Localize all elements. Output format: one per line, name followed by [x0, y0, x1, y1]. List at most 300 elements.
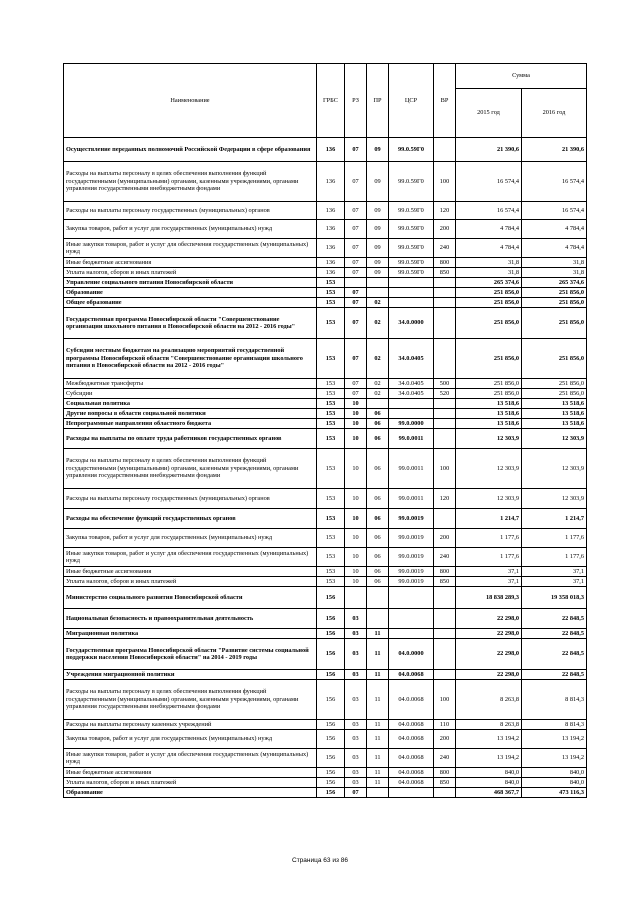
table-row [64, 567, 587, 577]
cell-s2015: 18 838 289,3 [456, 587, 522, 609]
cell-grbs: 153 [317, 288, 345, 298]
cell-csr: 04.0.0068 [389, 778, 434, 788]
cell-s2016: 22 848,5 [522, 629, 587, 639]
table-row [64, 298, 587, 308]
cell-s2016: 22 848,5 [522, 639, 587, 670]
cell-pr: 09 [367, 138, 389, 162]
cell-s2015: 251 856,0 [456, 298, 522, 308]
cell-csr: 99.0.0019 [389, 529, 434, 548]
cell-rz: 10 [345, 399, 367, 409]
cell-rz: 03 [345, 639, 367, 670]
cell-s2015: 12 303,9 [456, 489, 522, 509]
cell-s2015: 16 574,4 [456, 202, 522, 220]
cell-pr: 06 [367, 529, 389, 548]
cell-pr: 02 [367, 298, 389, 308]
cell-csr: 99.0.59Г0 [389, 138, 434, 162]
cell-csr [389, 278, 434, 288]
cell-s2015: 1 177,6 [456, 548, 522, 567]
table-body [64, 138, 587, 798]
col-header-2015: 2015 год [456, 89, 522, 138]
cell-vr: 240 [434, 239, 456, 258]
table-row [64, 609, 587, 629]
cell-rz: 10 [345, 449, 367, 489]
cell-name: Расходы на обеспечение функций государственных органов [64, 509, 317, 529]
col-header-vr: ВР [434, 64, 456, 138]
cell-csr [389, 587, 434, 609]
cell-vr [434, 278, 456, 288]
table-row [64, 389, 587, 399]
cell-vr: 100 [434, 680, 456, 720]
table-row [64, 529, 587, 548]
cell-name: Расходы на выплаты персоналу в целях обеспечения выполнения функций государственными (муниципальными) органами, казенными учреждениями, органами управления государственными внебюджетными фондами [64, 449, 317, 489]
cell-vr: 100 [434, 449, 456, 489]
cell-s2016: 251 856,0 [522, 298, 587, 308]
table-row [64, 587, 587, 609]
table-row [64, 278, 587, 288]
cell-vr: 240 [434, 548, 456, 567]
col-header-2016: 2016 год [522, 89, 587, 138]
cell-s2016: 13 194,2 [522, 730, 587, 749]
cell-grbs: 136 [317, 239, 345, 258]
cell-name: Расходы на выплаты персоналу государственных (муниципальных) органов [64, 202, 317, 220]
cell-grbs: 153 [317, 399, 345, 409]
cell-csr: 04.0.0000 [389, 639, 434, 670]
cell-name: Межбюджетные трансферты [64, 379, 317, 389]
cell-pr: 09 [367, 268, 389, 278]
cell-pr: 11 [367, 768, 389, 778]
cell-rz: 10 [345, 529, 367, 548]
cell-csr [389, 288, 434, 298]
cell-grbs: 156 [317, 720, 345, 730]
cell-grbs: 153 [317, 339, 345, 379]
cell-grbs: 153 [317, 449, 345, 489]
cell-name: Иные закупки товаров, работ и услуг для обеспечения государственных (муниципальных) нужд [64, 239, 317, 258]
col-header-rz: РЗ [345, 64, 367, 138]
cell-vr [434, 409, 456, 419]
cell-vr [434, 138, 456, 162]
cell-pr [367, 278, 389, 288]
cell-rz: 07 [345, 389, 367, 399]
cell-pr [367, 399, 389, 409]
cell-s2016: 1 177,6 [522, 529, 587, 548]
table-row [64, 429, 587, 449]
cell-pr [367, 788, 389, 798]
cell-grbs: 156 [317, 587, 345, 609]
cell-pr: 11 [367, 730, 389, 749]
cell-vr [434, 670, 456, 680]
page-number: Страница 63 из 86 [292, 857, 348, 864]
cell-s2015: 22 298,0 [456, 639, 522, 670]
cell-s2015: 468 367,7 [456, 788, 522, 798]
cell-csr: 99.0.59Г0 [389, 202, 434, 220]
cell-name: Закупка товаров, работ и услуг для государственных (муниципальных) нужд [64, 220, 317, 239]
cell-pr: 11 [367, 680, 389, 720]
cell-s2016: 473 116,3 [522, 788, 587, 798]
cell-name: Министерство социального развития Новосибирской области [64, 587, 317, 609]
cell-s2016: 19 358 018,3 [522, 587, 587, 609]
cell-csr: 34.0.0405 [389, 339, 434, 379]
cell-s2015: 1 177,6 [456, 529, 522, 548]
col-header-grbs: ГРБС [317, 64, 345, 138]
cell-vr [434, 629, 456, 639]
table-row [64, 220, 587, 239]
cell-name: Государственная программа Новосибирской области "Совершенствование организации школьного питания в Новосибирской области на 2012 - 2016 годы" [64, 308, 317, 339]
cell-grbs: 156 [317, 639, 345, 670]
cell-s2016: 251 856,0 [522, 389, 587, 399]
cell-s2016: 12 303,9 [522, 449, 587, 489]
table-row [64, 138, 587, 162]
cell-rz: 07 [345, 339, 367, 379]
cell-pr [367, 587, 389, 609]
cell-vr: 120 [434, 202, 456, 220]
cell-grbs: 153 [317, 567, 345, 577]
cell-pr: 09 [367, 220, 389, 239]
cell-rz: 07 [345, 788, 367, 798]
cell-name: Закупка товаров, работ и услуг для государственных (муниципальных) нужд [64, 730, 317, 749]
table-row [64, 308, 587, 339]
cell-s2016: 31,8 [522, 258, 587, 268]
cell-csr: 99.0.0011 [389, 449, 434, 489]
cell-s2015: 251 856,0 [456, 389, 522, 399]
cell-grbs: 136 [317, 220, 345, 239]
cell-s2016: 1 214,7 [522, 509, 587, 529]
cell-pr: 11 [367, 749, 389, 768]
table-row [64, 339, 587, 379]
cell-grbs: 153 [317, 429, 345, 449]
cell-vr: 100 [434, 162, 456, 202]
cell-s2015: 8 263,8 [456, 680, 522, 720]
cell-grbs: 153 [317, 308, 345, 339]
cell-csr: 99.0.0019 [389, 548, 434, 567]
cell-rz: 10 [345, 419, 367, 429]
cell-pr: 06 [367, 567, 389, 577]
cell-rz: 03 [345, 720, 367, 730]
cell-rz: 03 [345, 749, 367, 768]
cell-s2015: 13 194,2 [456, 730, 522, 749]
cell-vr: 200 [434, 220, 456, 239]
cell-csr [389, 629, 434, 639]
cell-s2015: 4 784,4 [456, 239, 522, 258]
cell-s2016: 251 856,0 [522, 339, 587, 379]
cell-csr [389, 399, 434, 409]
cell-s2015: 265 374,6 [456, 278, 522, 288]
cell-grbs: 153 [317, 419, 345, 429]
cell-grbs: 136 [317, 268, 345, 278]
cell-grbs: 156 [317, 749, 345, 768]
cell-pr: 06 [367, 509, 389, 529]
cell-name: Иные закупки товаров, работ и услуг для обеспечения государственных (муниципальных) нужд [64, 548, 317, 567]
cell-name: Государственная программа Новосибирской области "Развитие системы социальной поддержки населения Новосибирской области" на 2014 - 2019 годы [64, 639, 317, 670]
cell-pr: 09 [367, 258, 389, 268]
cell-csr: 34.0.0000 [389, 308, 434, 339]
cell-rz: 10 [345, 489, 367, 509]
cell-csr: 99.0.59Г0 [389, 258, 434, 268]
cell-pr: 06 [367, 429, 389, 449]
table-row [64, 768, 587, 778]
cell-pr [367, 288, 389, 298]
cell-grbs: 156 [317, 670, 345, 680]
cell-s2016: 840,0 [522, 778, 587, 788]
table-row [64, 288, 587, 298]
cell-name: Субсидии местным бюджетам на реализацию мероприятий государственной программы Новосибирской области "Совершенствование организации школьного питания в Новосибирской области на 2012 - 2016 годы" [64, 339, 317, 379]
cell-grbs: 153 [317, 489, 345, 509]
cell-s2016: 13 518,6 [522, 409, 587, 419]
cell-rz: 07 [345, 268, 367, 278]
table-row [64, 258, 587, 268]
cell-csr [389, 609, 434, 629]
cell-rz [345, 278, 367, 288]
cell-s2015: 22 298,0 [456, 609, 522, 629]
cell-rz: 10 [345, 567, 367, 577]
cell-name: Иные бюджетные ассигнования [64, 258, 317, 268]
cell-s2016: 22 848,5 [522, 670, 587, 680]
cell-csr: 04.0.0068 [389, 730, 434, 749]
cell-s2015: 13 518,6 [456, 399, 522, 409]
cell-grbs: 156 [317, 609, 345, 629]
cell-vr: 200 [434, 730, 456, 749]
cell-name: Иные бюджетные ассигнования [64, 567, 317, 577]
cell-name: Иные закупки товаров, работ и услуг для обеспечения государственных (муниципальных) нужд [64, 749, 317, 768]
cell-s2015: 22 298,0 [456, 629, 522, 639]
cell-s2016: 37,1 [522, 577, 587, 587]
cell-s2015: 251 856,0 [456, 339, 522, 379]
cell-grbs: 136 [317, 138, 345, 162]
cell-vr [434, 288, 456, 298]
cell-s2015: 251 856,0 [456, 308, 522, 339]
cell-s2015: 12 303,9 [456, 449, 522, 489]
cell-s2016: 265 374,6 [522, 278, 587, 288]
cell-pr: 06 [367, 577, 389, 587]
cell-csr [389, 298, 434, 308]
cell-name: Расходы на выплаты персоналу в целях обеспечения выполнения функций государственными (муниципальными) органами, казенными учреждениями, органами управления государственными внебюджетными фондами [64, 680, 317, 720]
cell-name: Расходы на выплаты по оплате труда работников государственных органов [64, 429, 317, 449]
cell-rz: 03 [345, 730, 367, 749]
cell-vr: 520 [434, 389, 456, 399]
cell-s2015: 8 263,8 [456, 720, 522, 730]
cell-s2015: 13 518,6 [456, 409, 522, 419]
cell-rz: 07 [345, 298, 367, 308]
cell-s2015: 21 390,6 [456, 138, 522, 162]
cell-s2015: 31,8 [456, 268, 522, 278]
cell-pr: 11 [367, 778, 389, 788]
table-row [64, 268, 587, 278]
cell-grbs: 156 [317, 629, 345, 639]
cell-s2016: 4 784,4 [522, 239, 587, 258]
cell-s2015: 16 574,4 [456, 162, 522, 202]
cell-grbs: 156 [317, 788, 345, 798]
cell-rz: 07 [345, 239, 367, 258]
cell-s2015: 4 784,4 [456, 220, 522, 239]
cell-s2016: 8 814,3 [522, 680, 587, 720]
table-row [64, 489, 587, 509]
table-row [64, 670, 587, 680]
cell-grbs: 136 [317, 162, 345, 202]
cell-csr: 04.0.0068 [389, 670, 434, 680]
cell-vr [434, 419, 456, 429]
cell-csr: 99.0.59Г0 [389, 162, 434, 202]
cell-pr: 02 [367, 379, 389, 389]
cell-pr: 06 [367, 548, 389, 567]
col-header-pr: ПР [367, 64, 389, 138]
cell-csr: 99.0.0000 [389, 419, 434, 429]
cell-rz: 10 [345, 548, 367, 567]
table-row [64, 399, 587, 409]
cell-vr: 120 [434, 489, 456, 509]
cell-csr: 99.0.59Г0 [389, 239, 434, 258]
table-row [64, 509, 587, 529]
table-row [64, 749, 587, 768]
table-row [64, 409, 587, 419]
cell-grbs: 136 [317, 258, 345, 268]
cell-s2016: 12 303,9 [522, 429, 587, 449]
cell-grbs: 153 [317, 389, 345, 399]
cell-csr: 04.0.0068 [389, 720, 434, 730]
cell-vr: 800 [434, 258, 456, 268]
table-row [64, 720, 587, 730]
cell-rz: 07 [345, 138, 367, 162]
cell-name: Осуществление переданных полномочий Российской Федерации в сфере образования [64, 138, 317, 162]
cell-s2015: 840,0 [456, 768, 522, 778]
cell-name: Управление социального питания Новосибирской области [64, 278, 317, 288]
cell-rz [345, 587, 367, 609]
cell-rz: 07 [345, 258, 367, 268]
table-row [64, 162, 587, 202]
cell-s2016: 13 518,6 [522, 419, 587, 429]
cell-vr [434, 429, 456, 449]
cell-rz: 07 [345, 308, 367, 339]
cell-pr: 06 [367, 489, 389, 509]
cell-name: Социальная политика [64, 399, 317, 409]
cell-grbs: 153 [317, 298, 345, 308]
cell-s2015: 251 856,0 [456, 379, 522, 389]
cell-s2016: 37,1 [522, 567, 587, 577]
cell-s2015: 37,1 [456, 567, 522, 577]
cell-vr: 500 [434, 379, 456, 389]
table-row [64, 788, 587, 798]
cell-s2016: 21 390,6 [522, 138, 587, 162]
cell-s2016: 16 574,4 [522, 162, 587, 202]
cell-pr: 06 [367, 409, 389, 419]
table-row [64, 639, 587, 670]
cell-rz: 07 [345, 162, 367, 202]
cell-rz: 10 [345, 509, 367, 529]
cell-grbs: 136 [317, 202, 345, 220]
cell-rz: 07 [345, 379, 367, 389]
cell-grbs: 153 [317, 278, 345, 288]
table-row [64, 577, 587, 587]
cell-name: Расходы на выплаты персоналу казенных учреждений [64, 720, 317, 730]
cell-name: Непрограммные направления областного бюджета [64, 419, 317, 429]
cell-s2016: 16 574,4 [522, 202, 587, 220]
cell-grbs: 153 [317, 379, 345, 389]
cell-grbs: 156 [317, 768, 345, 778]
cell-name: Иные бюджетные ассигнования [64, 768, 317, 778]
cell-csr: 99.0.0011 [389, 489, 434, 509]
cell-csr: 99.0.59Г0 [389, 268, 434, 278]
cell-pr: 11 [367, 670, 389, 680]
cell-csr [389, 409, 434, 419]
cell-csr: 99.0.59Г0 [389, 220, 434, 239]
cell-pr: 02 [367, 389, 389, 399]
cell-name: Закупка товаров, работ и услуг для государственных (муниципальных) нужд [64, 529, 317, 548]
cell-csr: 04.0.0068 [389, 680, 434, 720]
cell-s2016: 13 194,2 [522, 749, 587, 768]
cell-csr: 99.0.0011 [389, 429, 434, 449]
table-row [64, 730, 587, 749]
table-row [64, 629, 587, 639]
cell-csr: 34.0.0405 [389, 389, 434, 399]
cell-s2015: 1 214,7 [456, 509, 522, 529]
cell-vr [434, 339, 456, 379]
cell-name: Уплата налогов, сборов и иных платежей [64, 577, 317, 587]
cell-pr: 06 [367, 419, 389, 429]
cell-name: Национальная безопасность и правоохранительная деятельность [64, 609, 317, 629]
col-header-name: Наименование [64, 64, 317, 138]
cell-vr [434, 298, 456, 308]
cell-rz: 10 [345, 409, 367, 419]
cell-name: Образование [64, 788, 317, 798]
table-row [64, 379, 587, 389]
cell-pr: 09 [367, 202, 389, 220]
cell-grbs: 153 [317, 509, 345, 529]
cell-s2016: 251 856,0 [522, 288, 587, 298]
cell-vr: 850 [434, 268, 456, 278]
cell-rz: 03 [345, 609, 367, 629]
cell-s2015: 13 518,6 [456, 419, 522, 429]
cell-s2015: 12 303,9 [456, 429, 522, 449]
cell-name: Образование [64, 288, 317, 298]
cell-pr [367, 609, 389, 629]
cell-pr: 11 [367, 639, 389, 670]
cell-rz: 07 [345, 220, 367, 239]
cell-name: Уплата налогов, сборов и иных платежей [64, 268, 317, 278]
cell-s2015: 840,0 [456, 778, 522, 788]
cell-s2016: 8 814,3 [522, 720, 587, 730]
cell-vr [434, 399, 456, 409]
cell-csr: 04.0.0068 [389, 749, 434, 768]
cell-rz: 03 [345, 768, 367, 778]
cell-name: Субсидии [64, 389, 317, 399]
cell-pr: 11 [367, 629, 389, 639]
cell-vr [434, 788, 456, 798]
col-header-sum: Сумма [456, 64, 587, 89]
cell-s2015: 37,1 [456, 577, 522, 587]
cell-vr: 110 [434, 720, 456, 730]
cell-csr: 99.0.0019 [389, 567, 434, 577]
table-row [64, 778, 587, 788]
cell-pr: 02 [367, 308, 389, 339]
table-row [64, 680, 587, 720]
cell-vr [434, 639, 456, 670]
cell-vr [434, 509, 456, 529]
cell-s2016: 840,0 [522, 768, 587, 778]
cell-grbs: 153 [317, 529, 345, 548]
table-row [64, 419, 587, 429]
cell-vr: 800 [434, 768, 456, 778]
cell-vr: 800 [434, 567, 456, 577]
cell-name: Другие вопросы в области социальной политики [64, 409, 317, 419]
cell-s2015: 13 194,2 [456, 749, 522, 768]
cell-s2015: 251 856,0 [456, 288, 522, 298]
cell-name: Расходы на выплаты персоналу государственных (муниципальных) органов [64, 489, 317, 509]
cell-rz: 07 [345, 288, 367, 298]
cell-s2016: 12 303,9 [522, 489, 587, 509]
cell-name: Учреждения миграционной политики [64, 670, 317, 680]
cell-s2015: 22 298,0 [456, 670, 522, 680]
cell-vr [434, 308, 456, 339]
cell-rz: 10 [345, 577, 367, 587]
table-row [64, 239, 587, 258]
